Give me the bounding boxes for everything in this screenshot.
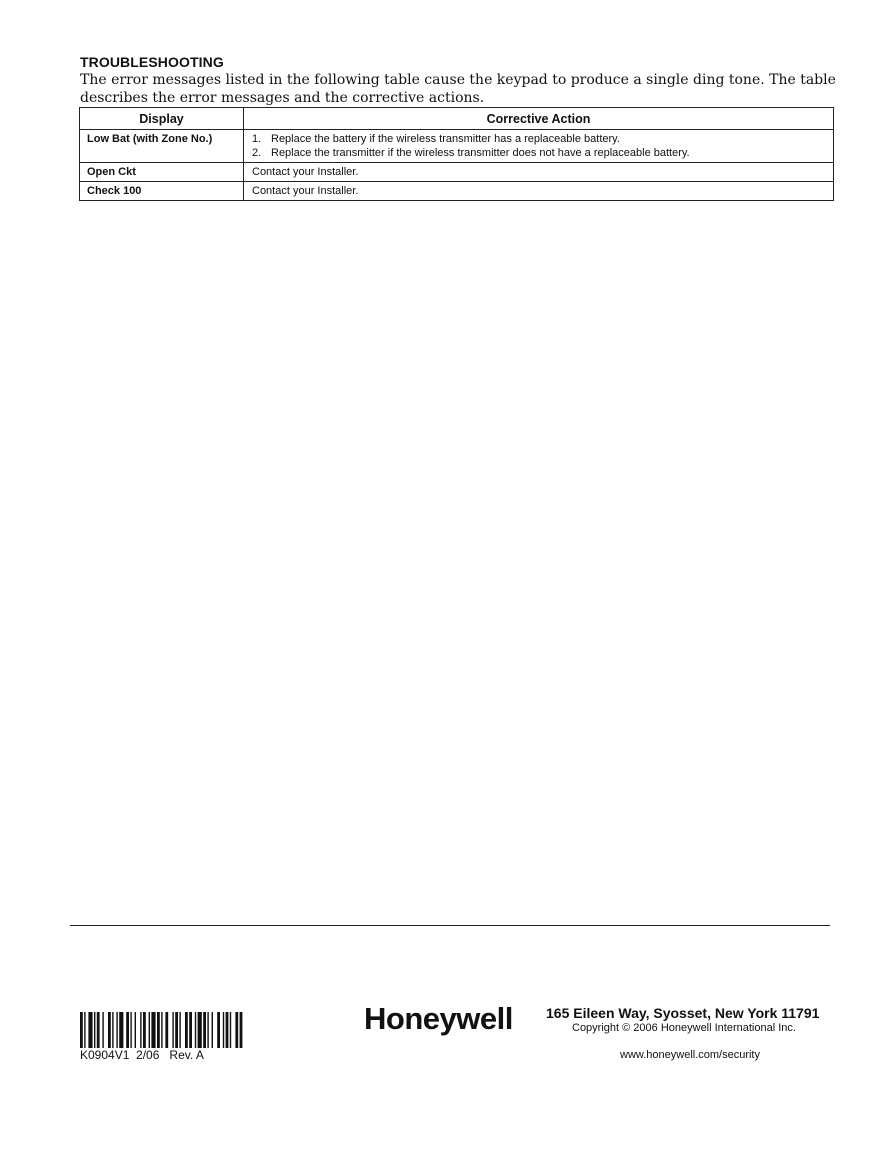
table-row <box>80 163 834 182</box>
document-code: K0904V1 2/06 Rev. A <box>80 1048 204 1062</box>
honeywell-logo: Honeywell <box>364 1001 513 1036</box>
display-cell: Open Ckt <box>80 163 244 182</box>
table-row <box>80 182 834 201</box>
troubleshooting-table <box>79 107 834 201</box>
action-step <box>252 146 826 160</box>
copyright-notice: Copyright © 2006 Honeywell International Inc. <box>572 1022 796 1034</box>
step-number: 2. <box>252 147 262 159</box>
action-step <box>252 132 826 146</box>
step-text: Replace the battery if the wireless transmitter has a replaceable battery. <box>271 133 620 145</box>
column-header-display: Display <box>80 108 244 130</box>
website-url: www.honeywell.com/security <box>620 1049 760 1061</box>
intro-paragraph: The error messages listed in the following table cause the keypad to produce a single ding tone. The table describes the error messages and the corrective actions. <box>80 72 836 106</box>
action-cell: Contact your Installer. <box>244 163 834 182</box>
footer-divider <box>70 925 830 926</box>
display-cell: Check 100 <box>80 182 244 201</box>
action-cell <box>244 130 834 163</box>
step-text: Replace the transmitter if the wireless transmitter does not have a replaceable battery. <box>271 147 690 159</box>
step-number: 1. <box>252 133 262 145</box>
table-row <box>80 130 834 163</box>
company-address: 165 Eileen Way, Syosset, New York 11791 <box>546 1005 820 1021</box>
action-cell: Contact your Installer. <box>244 182 834 201</box>
column-header-corrective-action: Corrective Action <box>244 108 834 130</box>
display-cell: Low Bat (with Zone No.) <box>80 130 244 163</box>
section-title: TROUBLESHOOTING <box>80 54 224 70</box>
barcode-image <box>80 1012 290 1048</box>
table-header-row <box>80 108 834 130</box>
